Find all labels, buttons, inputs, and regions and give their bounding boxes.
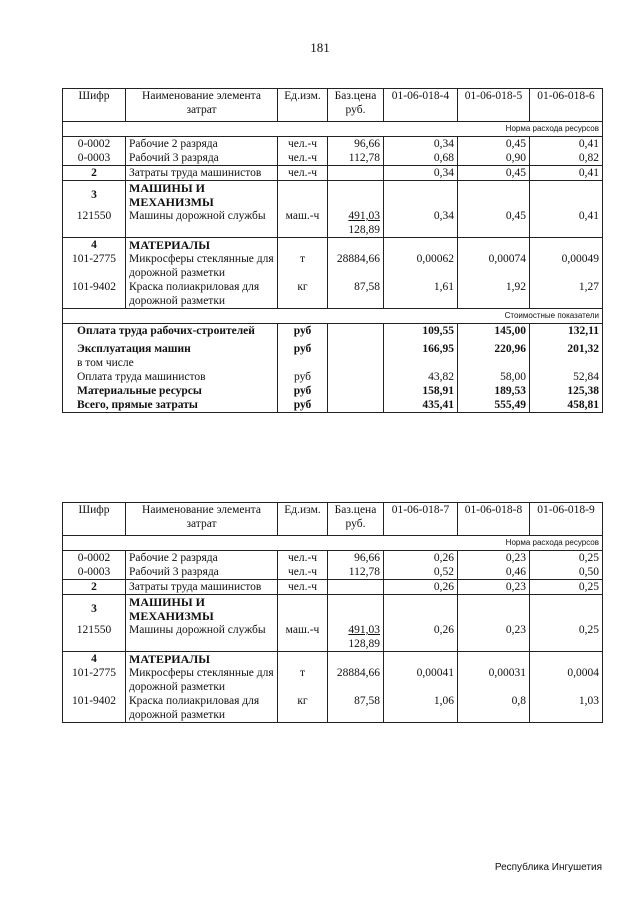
cost-value: 52,84 (530, 370, 603, 384)
row-price: 87,58 (328, 694, 384, 723)
table-row (63, 666, 603, 694)
row-value: 0,26 (384, 623, 458, 652)
row-value: 0,25 (530, 580, 603, 595)
caption-resources: Норма расхода ресурсов (63, 536, 603, 551)
cost-name: Всего, прямые затраты (63, 398, 278, 413)
rates-table-2 (62, 502, 603, 723)
row-value: 0,41 (530, 166, 603, 181)
footer-region: Республика Ингушетия (494, 862, 602, 873)
row-value: 0,26 (384, 580, 458, 595)
table-row (63, 137, 603, 152)
row-value: 0,41 (530, 137, 603, 152)
row-code: 2 (63, 580, 126, 595)
row-value: 0,23 (458, 623, 530, 652)
row-value: 0,00074 (458, 252, 530, 280)
row-value: 0,23 (458, 551, 530, 566)
cost-value: 125,38 (530, 384, 603, 398)
row-name: Машины дорожной службы (126, 209, 278, 238)
row-name: Затраты труда машинистов (126, 580, 278, 595)
row-code: 101-9402 (63, 280, 126, 309)
cost-name: Оплата труда рабочих-строителей (63, 324, 278, 339)
row-value: 0,46 (458, 565, 530, 580)
rates-table-1 (62, 88, 603, 413)
section-row (63, 238, 603, 253)
row-value: 0,0004 (530, 666, 603, 694)
row-value: 1,27 (530, 280, 603, 309)
row-name: Микросферы стеклянные для дорожной разметки (126, 252, 278, 280)
cost-value: 109,55 (384, 324, 458, 339)
table-row (63, 166, 603, 181)
row-value: 0,25 (530, 623, 603, 652)
col-code: Шифр (63, 503, 126, 536)
col-rate: 01-06-018-6 (530, 89, 603, 122)
table-row (63, 551, 603, 566)
row-value: 1,03 (530, 694, 603, 723)
cost-value: 145,00 (458, 324, 530, 339)
table-row (63, 280, 603, 309)
row-value: 0,41 (530, 209, 603, 238)
col-name: Наименование элемента затрат (126, 89, 278, 122)
col-rate: 01-06-018-7 (384, 503, 458, 536)
row-price: 491,03 128,89 (328, 623, 384, 652)
row-value: 0,68 (384, 151, 458, 166)
row-code: 0-0003 (63, 151, 126, 166)
cost-row (63, 384, 603, 398)
row-unit: чел.-ч (278, 551, 328, 566)
section-row (63, 595, 603, 624)
row-value: 0,26 (384, 551, 458, 566)
table-row (63, 694, 603, 723)
col-base-price: Баз.цена руб. (328, 503, 384, 536)
row-name: Рабочие 2 разряда (126, 551, 278, 566)
row-value: 0,23 (458, 580, 530, 595)
page-number: 181 (310, 40, 330, 55)
cost-unit: руб (278, 324, 328, 339)
row-value: 1,61 (384, 280, 458, 309)
row-price (328, 580, 384, 595)
row-unit: кг (278, 280, 328, 309)
cost-name: в том числе (63, 356, 278, 370)
row-price: 96,66 (328, 137, 384, 152)
row-name: Рабочий 3 разряда (126, 565, 278, 580)
row-value: 0,00031 (458, 666, 530, 694)
table-row (63, 580, 603, 595)
row-value: 0,34 (384, 209, 458, 238)
col-code: Шифр (63, 89, 126, 122)
cost-value: 58,00 (458, 370, 530, 384)
row-code: 0-0003 (63, 565, 126, 580)
cost-row (63, 398, 603, 413)
row-code: 101-2775 (63, 666, 126, 694)
table-row (63, 565, 603, 580)
section-title: МАШИНЫ И МЕХАНИЗМЫ (126, 595, 278, 624)
cost-row (63, 324, 603, 339)
row-value: 0,34 (384, 137, 458, 152)
row-value: 0,45 (458, 166, 530, 181)
row-code: 121550 (63, 623, 126, 652)
cost-value: 555,49 (458, 398, 530, 413)
row-unit: чел.-ч (278, 580, 328, 595)
section-title: МАТЕРИАЛЫ (126, 238, 278, 253)
row-name: Машины дорожной службы (126, 623, 278, 652)
cost-unit: руб (278, 384, 328, 398)
col-rate: 01-06-018-4 (384, 89, 458, 122)
col-name: Наименование элемента затрат (126, 503, 278, 536)
table-row (63, 209, 603, 238)
row-value: 1,06 (384, 694, 458, 723)
row-unit: чел.-ч (278, 137, 328, 152)
cost-name: Эксплуатация машин (63, 338, 278, 356)
row-value: 0,8 (458, 694, 530, 723)
row-name: Затраты труда машинистов (126, 166, 278, 181)
row-price: 96,66 (328, 551, 384, 566)
row-code: 101-9402 (63, 694, 126, 723)
row-value: 0,45 (458, 137, 530, 152)
row-unit: т (278, 252, 328, 280)
row-unit: чел.-ч (278, 565, 328, 580)
row-value: 0,00049 (530, 252, 603, 280)
row-value: 0,45 (458, 209, 530, 238)
section-code: 4 (63, 238, 126, 253)
row-price: 112,78 (328, 151, 384, 166)
section-code: 3 (63, 595, 126, 624)
cost-unit: руб (278, 398, 328, 413)
row-price: 28884,66 (328, 252, 384, 280)
col-base-price: Баз.цена руб. (328, 89, 384, 122)
col-unit: Ед.изм. (278, 89, 328, 122)
section-code: 4 (63, 652, 126, 667)
row-name: Рабочий 3 разряда (126, 151, 278, 166)
row-name: Краска полиакриловая для дорожной разметки (126, 280, 278, 309)
row-value: 0,00041 (384, 666, 458, 694)
cost-value: 435,41 (384, 398, 458, 413)
cost-value: 132,11 (530, 324, 603, 339)
row-unit: чел.-ч (278, 151, 328, 166)
cost-row (63, 370, 603, 384)
caption-resources: Норма расхода ресурсов (63, 122, 603, 137)
cost-value: 458,81 (530, 398, 603, 413)
section-row (63, 652, 603, 667)
table-row (63, 252, 603, 280)
col-unit: Ед.изм. (278, 503, 328, 536)
row-price: 491,03 128,89 (328, 209, 384, 238)
col-rate: 01-06-018-8 (458, 503, 530, 536)
row-code: 121550 (63, 209, 126, 238)
row-unit: т (278, 666, 328, 694)
cost-name: Оплата труда машинистов (63, 370, 278, 384)
row-price: 28884,66 (328, 666, 384, 694)
row-code: 2 (63, 166, 126, 181)
section-title: МАТЕРИАЛЫ (126, 652, 278, 667)
row-price: 87,58 (328, 280, 384, 309)
row-unit: чел.-ч (278, 166, 328, 181)
cost-value: 201,32 (530, 338, 603, 356)
cost-value: 158,91 (384, 384, 458, 398)
row-value: 0,00062 (384, 252, 458, 280)
row-price (328, 166, 384, 181)
cost-row (63, 338, 603, 356)
cost-name: Материальные ресурсы (63, 384, 278, 398)
row-name: Краска полиакриловая для дорожной разметки (126, 694, 278, 723)
row-code: 0-0002 (63, 551, 126, 566)
row-unit: маш.-ч (278, 623, 328, 652)
section-code: 3 (63, 181, 126, 210)
row-value: 0,52 (384, 565, 458, 580)
row-value: 1,92 (458, 280, 530, 309)
row-code: 101-2775 (63, 252, 126, 280)
row-name: Рабочие 2 разряда (126, 137, 278, 152)
table-header (63, 503, 603, 536)
cost-unit: руб (278, 370, 328, 384)
cost-row (63, 356, 603, 370)
row-value: 0,90 (458, 151, 530, 166)
col-rate: 01-06-018-9 (530, 503, 603, 536)
table-row (63, 151, 603, 166)
cost-unit: руб (278, 338, 328, 356)
col-rate: 01-06-018-5 (458, 89, 530, 122)
row-unit: кг (278, 694, 328, 723)
cost-value: 166,95 (384, 338, 458, 356)
section-row (63, 181, 603, 210)
section-title: МАШИНЫ И МЕХАНИЗМЫ (126, 181, 278, 210)
cost-value: 189,53 (458, 384, 530, 398)
row-value: 0,82 (530, 151, 603, 166)
table-header (63, 89, 603, 122)
row-price: 112,78 (328, 565, 384, 580)
caption-costs: Стоимостные показатели (63, 309, 603, 324)
row-value: 0,50 (530, 565, 603, 580)
row-value: 0,34 (384, 166, 458, 181)
cost-value: 220,96 (458, 338, 530, 356)
cost-value: 43,82 (384, 370, 458, 384)
row-name: Микросферы стеклянные для дорожной разметки (126, 666, 278, 694)
row-code: 0-0002 (63, 137, 126, 152)
row-value: 0,25 (530, 551, 603, 566)
table-row (63, 623, 603, 652)
row-unit: маш.-ч (278, 209, 328, 238)
